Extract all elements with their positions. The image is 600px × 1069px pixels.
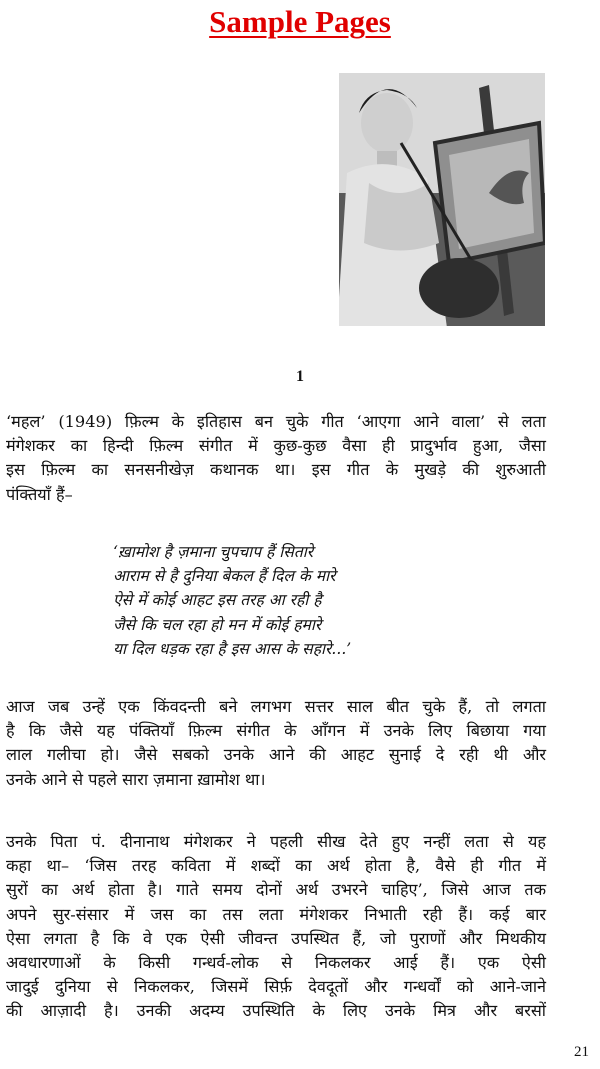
p3-line-7: जादुई दुनिया से निकलकर, जिसमें सिर्फ़ देवदूतों और गन्धर्वों को आने-जाने: [6, 977, 546, 997]
page-header-title: Sample Pages: [209, 4, 391, 39]
p1-line-3: इस फ़िल्म का सनसनीखेज़ कथानक था। इस गीत के मुखड़े की शुरुआती: [6, 460, 546, 480]
p2-line-4: उनके आने से पहले सारा ज़माना ख़ामोश था।: [6, 769, 266, 789]
paragraph-1: [6, 410, 546, 507]
verse-line-5: या दिल धड़क रहा है इस आस के सहारे...’: [113, 639, 352, 658]
paragraph-2: [6, 695, 546, 792]
chapter-number: 1: [296, 368, 304, 385]
verse-line-1: ‘ख़ामोश है ज़माना चुपचाप हैं सितारे: [113, 543, 314, 561]
p2-line-3: लाल गलीचा हो। जैसे सबको उनके आने की आहट सुनाई दे रही थी और: [6, 745, 546, 765]
p2-line-1: आज जब उन्हें एक किंवदन्ती बने लगभग सत्तर साल बीत चुके हैं, तो लगता: [6, 697, 546, 716]
p3-line-6: अवधारणाओं के किसी गन्धर्व-लोक से निकलकर आई हैं। एक ऐसी: [6, 953, 546, 973]
p3-line-4: अपने सुर-संसार में जस का तस लता मंगेशकर निभाती रही हैं। कई बार: [6, 904, 546, 924]
p1-line-4: पंक्तियाँ हैं–: [6, 484, 73, 504]
page-number: 21: [574, 1044, 589, 1060]
p3-line-3: सुरों का अर्थ होता है। गाते समय दोनों अर्थ उभरने चाहिए’, जिसे आज तक: [6, 880, 546, 900]
p1-line-2: मंगेशकर का हिन्दी फ़िल्म संगीत में कुछ-कुछ वैसा ही प्रादुर्भाव हुआ, जैसा: [6, 436, 546, 456]
p2-line-2: है कि जैसे यह पंक्तियाँ फ़िल्म संगीत के आँगन में उनके लिए बिछाया गया: [6, 721, 546, 741]
p3-line-1: उनके पिता पं. दीनानाथ मंगेशकर ने पहली सीख देते हुए नन्हीं लता से यह: [6, 832, 546, 851]
verse-line-2: आराम से है दुनिया बेकल हैं दिल के मारे: [113, 567, 336, 586]
p1-line-1: ‘महल’ (1949) फ़िल्म के इतिहास बन चुके गीत ‘आएगा आने वाला’ से लता: [6, 412, 546, 431]
paragraph-3: [6, 830, 546, 1024]
p3-line-5: ऐसा लगता है कि वे एक ऐसी जीवन्त उपस्थित हैं, जो पुराणों और मिथकीय: [6, 928, 546, 948]
portrait-photo: [339, 73, 545, 326]
verse-block: [113, 540, 433, 661]
p3-line-8: की आज़ादी है। उनकी अदम्य उपस्थिति के लिए उनके मित्र और बरसों: [6, 1001, 546, 1021]
verse-line-4: जैसे कि चल रहा हो मन में कोई हमारे: [113, 615, 322, 634]
p3-line-2: कहा था– ‘जिस तरह कविता में शब्दों का अर्थ होता है, वैसे ही गीत में: [6, 856, 546, 876]
verse-line-3: ऐसे में कोई आहट इस तरह आ रही है: [113, 591, 322, 610]
